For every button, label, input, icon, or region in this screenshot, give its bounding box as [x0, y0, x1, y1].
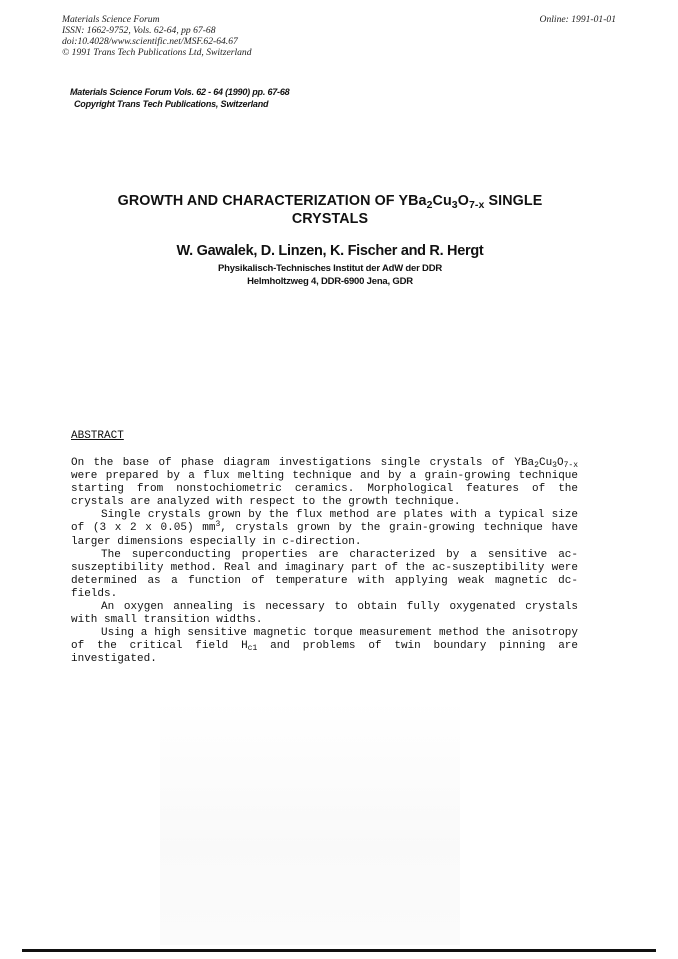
issn-line: ISSN: 1662-9752, Vols. 62-64, pp 67-68 [62, 25, 216, 36]
abstract-text: Single crystals grown by the flux method are plates with a typical size of (3 x 2 x 0.05) mm [71, 509, 578, 535]
title-line-2: CRYSTALS [291, 211, 369, 227]
title-line-1 [60, 192, 600, 210]
copyright-line: © 1991 Trans Tech Publications Ltd, Switzerland [62, 47, 252, 58]
journal-stamp-line: Materials Science Forum Vols. 62 - 64 (1990) pp. 67-68 [70, 87, 290, 97]
journal-stamp [70, 86, 289, 110]
abstract-text: O [556, 457, 564, 469]
journal-stamp-copyright: Copyright Trans Tech Publications, Switzerland [74, 99, 269, 109]
journal-name: Materials Science Forum [62, 14, 160, 25]
abstract-heading: ABSTRACT [71, 430, 124, 442]
title-text: SINGLE [484, 193, 543, 209]
abstract-paragraph-3: The superconducting properties are characterized by a sensitive ac-suszeptibility method. Real and imaginary part of the ac-suszeptibility were determined as a function of temperature with applying weak magnetic dc-fields. [71, 548, 578, 600]
field-subscript: c1 [247, 644, 258, 654]
publication-info [62, 14, 252, 58]
unit-superscript: 3 [215, 520, 221, 530]
paper-title [60, 192, 600, 228]
abstract-text: , crystals grown by the grain-growing technique have larger dimensions especially in c-direction. [71, 522, 578, 548]
title-subscript: 3 [451, 199, 458, 211]
online-date: Online: 1991-01-01 [539, 14, 616, 25]
formula-subscript: 7-x [563, 461, 578, 470]
abstract-text: Using a high sensitive magnetic torque measurement method the anisotropy of the critical field H [71, 627, 578, 653]
abstract-paragraph-1 [71, 457, 578, 509]
formula-subscript: 2 [534, 461, 539, 470]
abstract-paragraph-4: An oxygen annealing is necessary to obtain fully oxygenated crystals with small transition widths. [71, 601, 578, 627]
watermark-fade [160, 700, 460, 945]
abstract-body [71, 457, 578, 667]
affiliation-address: Helmholtzweg 4, DDR-6900 Jena, GDR [247, 275, 413, 287]
abstract-text: were prepared by a flux melting technique and by a grain-growing technique starting from nonstochiometric ceramics. Morphological features of the crystals are analyzed with respect to the growth technique. [71, 470, 578, 509]
abstract-text: and problems of twin boundary pinning are investigated. [71, 640, 578, 666]
title-text: GROWTH AND CHARACTERIZATION OF YBa [117, 193, 427, 209]
abstract-text: On the base of phase diagram investigations single crystals of YBa [71, 457, 535, 469]
authors: W. Gawalek, D. Linzen, K. Fischer and R. Hergt [176, 243, 484, 259]
title-subscript: 2 [426, 199, 433, 211]
abstract-paragraph-2 [71, 509, 578, 548]
title-subscript: 7-x [468, 199, 485, 211]
abstract-text: Cu [538, 457, 553, 469]
affiliation [60, 263, 600, 288]
bottom-rule [22, 949, 656, 952]
abstract-paragraph-5 [71, 627, 578, 666]
title-text: Cu [432, 193, 452, 209]
formula-subscript: 3 [552, 461, 557, 470]
doi-line: doi:10.4028/www.scientific.net/MSF.62-64.67 [62, 36, 238, 47]
title-text: O [457, 193, 469, 209]
affiliation-institute: Physikalisch-Technisches Institut der AdW der DDR [217, 263, 443, 274]
